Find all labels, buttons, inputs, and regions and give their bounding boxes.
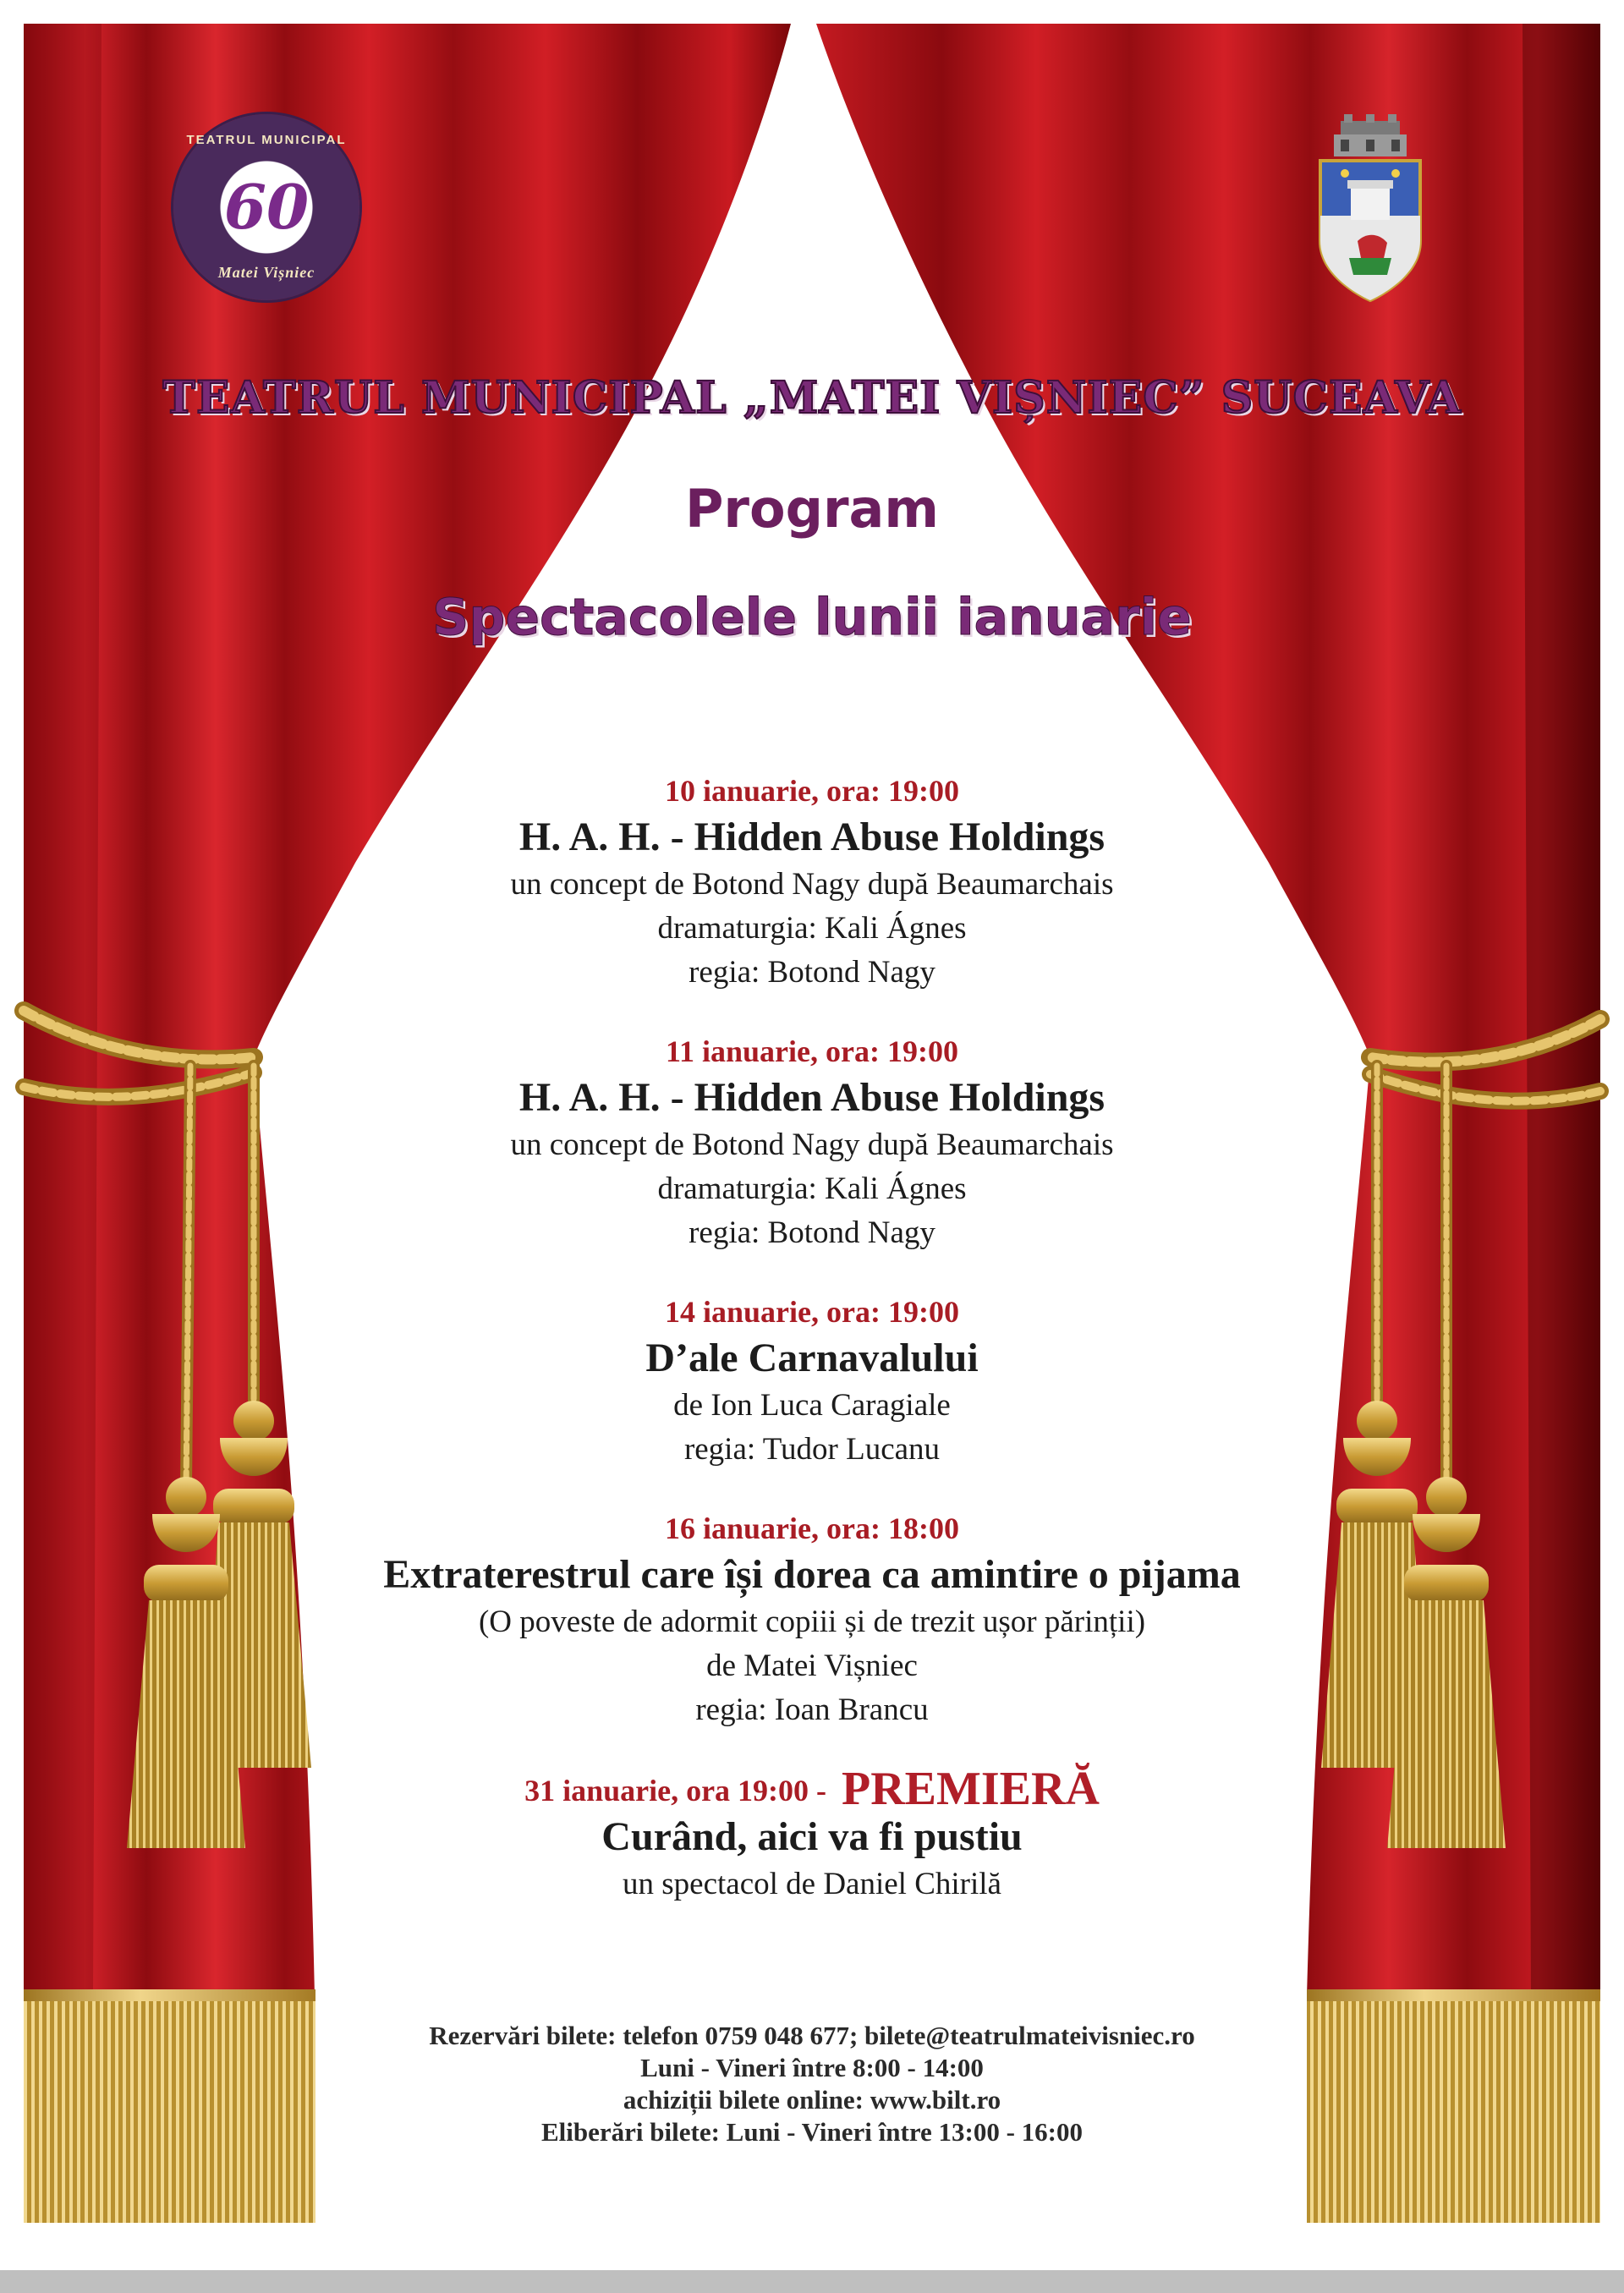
reservation-line: Rezervări bilete: telefon 0759 048 677; bilete@teatrulmateivisniec.ro xyxy=(429,2021,1195,2050)
logo-number: 60 xyxy=(223,171,310,243)
event-detail: dramaturgia: Kali Ágnes xyxy=(657,1171,967,1206)
event-title: H. A. H. - Hidden Abuse Holdings xyxy=(518,1075,1106,1120)
event-detail: regia: Botond Nagy xyxy=(689,955,935,990)
reservation-hours: Luni - Vineri între 8:00 - 14:00 xyxy=(640,2053,984,2082)
event-detail: dramaturgia: Kali Ágnes xyxy=(657,911,967,946)
event-detail: de Ion Luca Caragiale xyxy=(673,1388,951,1423)
event-item xyxy=(0,1291,1624,1472)
program-title: Program xyxy=(684,478,939,540)
event-date: 16 ianuarie, ora: 18:00 xyxy=(665,1511,959,1545)
event-title: Extraterestrul care își dorea ca amintire o pijama xyxy=(383,1552,1241,1597)
event-detail: de Matei Vișniec xyxy=(706,1648,918,1683)
logo-ring-top-text: TEATRUL MUNICIPAL xyxy=(186,133,347,147)
theatre-name: TEATRUL MUNICIPAL „MATEI VIȘNIEC” SUCEAVA xyxy=(162,372,1462,424)
event-title: Curând, aici va fi pustiu xyxy=(601,1814,1023,1859)
event-title: H. A. H. - Hidden Abuse Holdings xyxy=(518,815,1106,859)
event-item xyxy=(0,770,1624,995)
premiere-badge: PREMIERĂ xyxy=(842,1763,1100,1815)
logo-ring-bottom-text: Matei Vișniec xyxy=(217,264,315,281)
event-date: 11 ianuarie, ora: 19:00 xyxy=(666,1034,958,1068)
event-detail: regia: Ioan Brancu xyxy=(695,1692,929,1727)
theatre-logo xyxy=(173,114,359,300)
event-item-premiere xyxy=(0,1763,1624,1906)
bottom-border xyxy=(0,2270,1624,2293)
event-detail: regia: Botond Nagy xyxy=(689,1215,935,1250)
event-detail: regia: Tudor Lucanu xyxy=(683,1432,941,1467)
event-date: 14 ianuarie, ora: 19:00 xyxy=(665,1295,959,1329)
program-subtitle: Spectacolele lunii ianuarie xyxy=(432,588,1192,647)
event-item xyxy=(0,1030,1624,1255)
event-list xyxy=(0,770,1624,1942)
event-detail: (O poveste de adormit copiii și de trezit ușor părinții) xyxy=(478,1605,1146,1639)
event-detail: un concept de Botond Nagy după Beaumarchais xyxy=(510,1127,1114,1162)
ticket-pickup: Eliberări bilete: Luni - Vineri între 13:00 - 16:00 xyxy=(540,2117,1084,2147)
event-detail: un spectacol de Daniel Chirilă xyxy=(623,1867,1001,1901)
event-detail: un concept de Botond Nagy după Beaumarchais xyxy=(510,867,1114,902)
city-crest-icon xyxy=(1315,114,1425,304)
event-date: 31 ianuarie, ora 19:00 - xyxy=(524,1774,827,1808)
event-date: 10 ianuarie, ora: 19:00 xyxy=(665,774,959,808)
event-title: D’ale Carnavalului xyxy=(645,1336,979,1380)
event-item xyxy=(0,1507,1624,1732)
event-date-row xyxy=(0,1763,1624,1815)
ticket-info xyxy=(0,2020,1624,2148)
online-tickets: achiziții bilete online: www.bilt.ro xyxy=(623,2085,1001,2115)
